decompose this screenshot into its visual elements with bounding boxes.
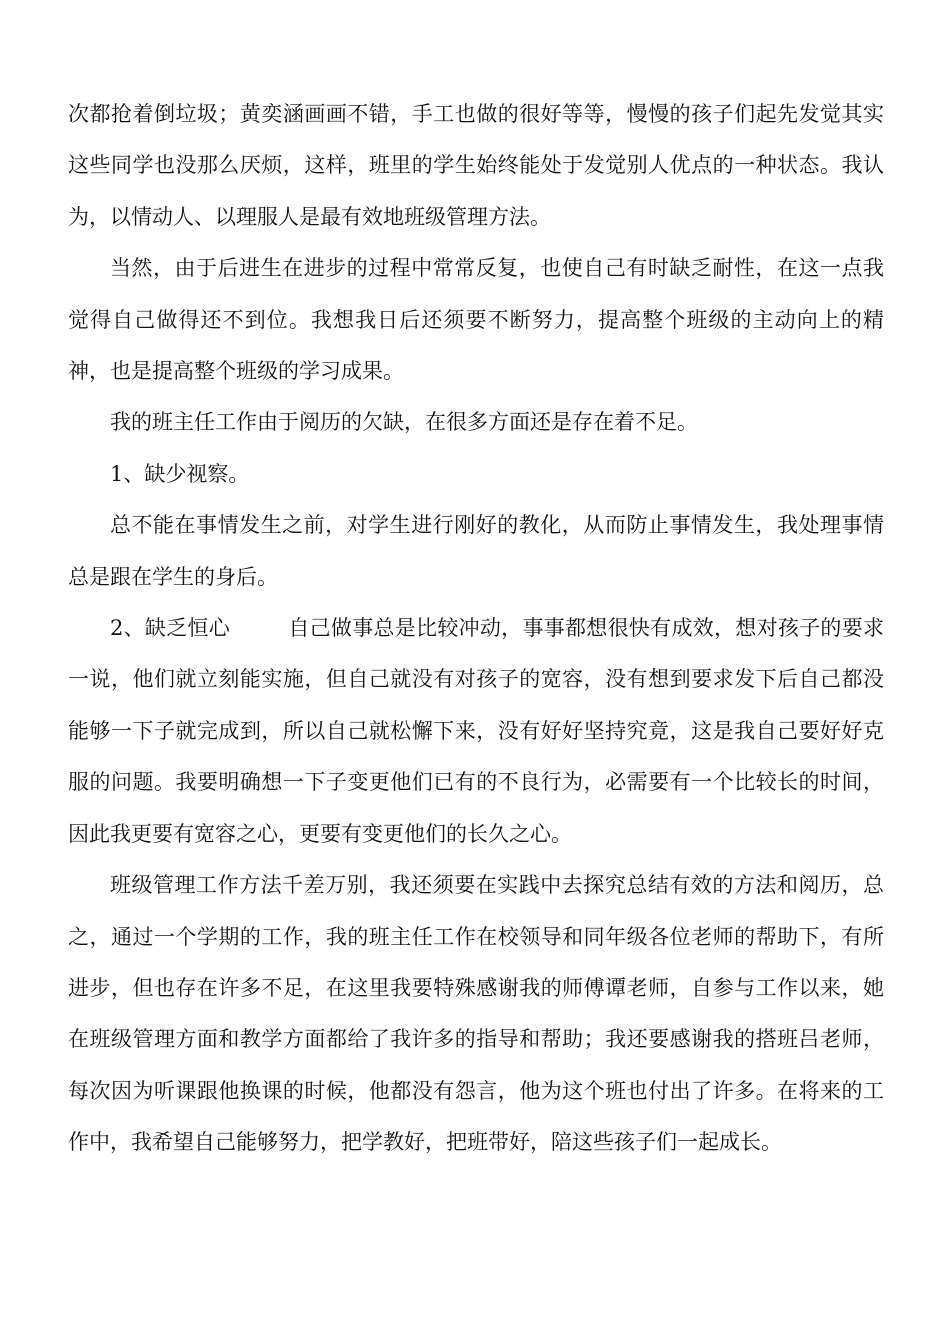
paragraph-conclusion: 班级管理工作方法千差万别，我还须要在实践中去探究总结有效的方法和阅历，总之，通过一个学期的工作，我的班主任工作在校领导和同年级各位老师的帮助下，有所进步，但也存在许多不足，在这里我要特殊感谢我的师傅谭老师，自参与工作以来，她在班级管理方面和教学方面都给了我许多的指导和帮助；我还要感谢我的搭班吕老师，每次因为听课跟他换课的时候，他都没有怨言，他为这个班也付出了许多。在将来的工作中，我希望自己能够努力，把学教好，把班带好，陪这些孩子们一起成长。 [68,873,884,1155]
paragraph-observation-detail: 总不能在事情发生之前，对学生进行刚好的教化，从而防止事情发生，我处理事情总是跟在学生的身后。 [68,513,884,589]
paragraph-continuation: 次都抢着倒垃圾；黄奕涵画画不错，手工也做的很好等等，慢慢的孩子们起先发觉其实这些同学也没那么厌烦，这样，班里的学生始终能处于发觉别人优点的一种状态。我认为，以情动人、以理服人是最有效地班级管理方法。 [68,102,884,229]
paragraph-perseverance-detail: 自己做事总是比较冲动，事事都想很快有成效，想对孩子的要求一说，他们就立刻能实施，但自己就没有对孩子的宽容，没有想到要求发下后自己都没能够一下子就完成到，所以自己就松懈下来，没有好好坚持究竟，这是我自己要好好克服的问题。我要明确想一下子变更他们已有的不良行为，必需要有一个比较长的时间，因此我更要有宽容之心，更要有变更他们的长久之心。 [68,616,884,846]
document-body [68,89,884,1169]
list-item-heading-observation: 1、缺少视察。 [110,461,250,486]
paragraph-perseverance [68,603,884,860]
paragraph-shortcomings-intro: 我的班主任工作由于阅历的欠缺，在很多方面还是存在着不足。 [110,410,698,435]
paragraph-shortcoming-patience: 当然，由于后进生在进步的过程中常常反复，也使自己有时缺乏耐性，在这一点我觉得自己做得还不到位。我想我日后还须要不断努力，提高整个班级的主动向上的精神，也是提高整个班级的学习成果。 [68,256,884,384]
list-item-heading-perseverance: 2、缺乏恒心 [110,616,231,641]
